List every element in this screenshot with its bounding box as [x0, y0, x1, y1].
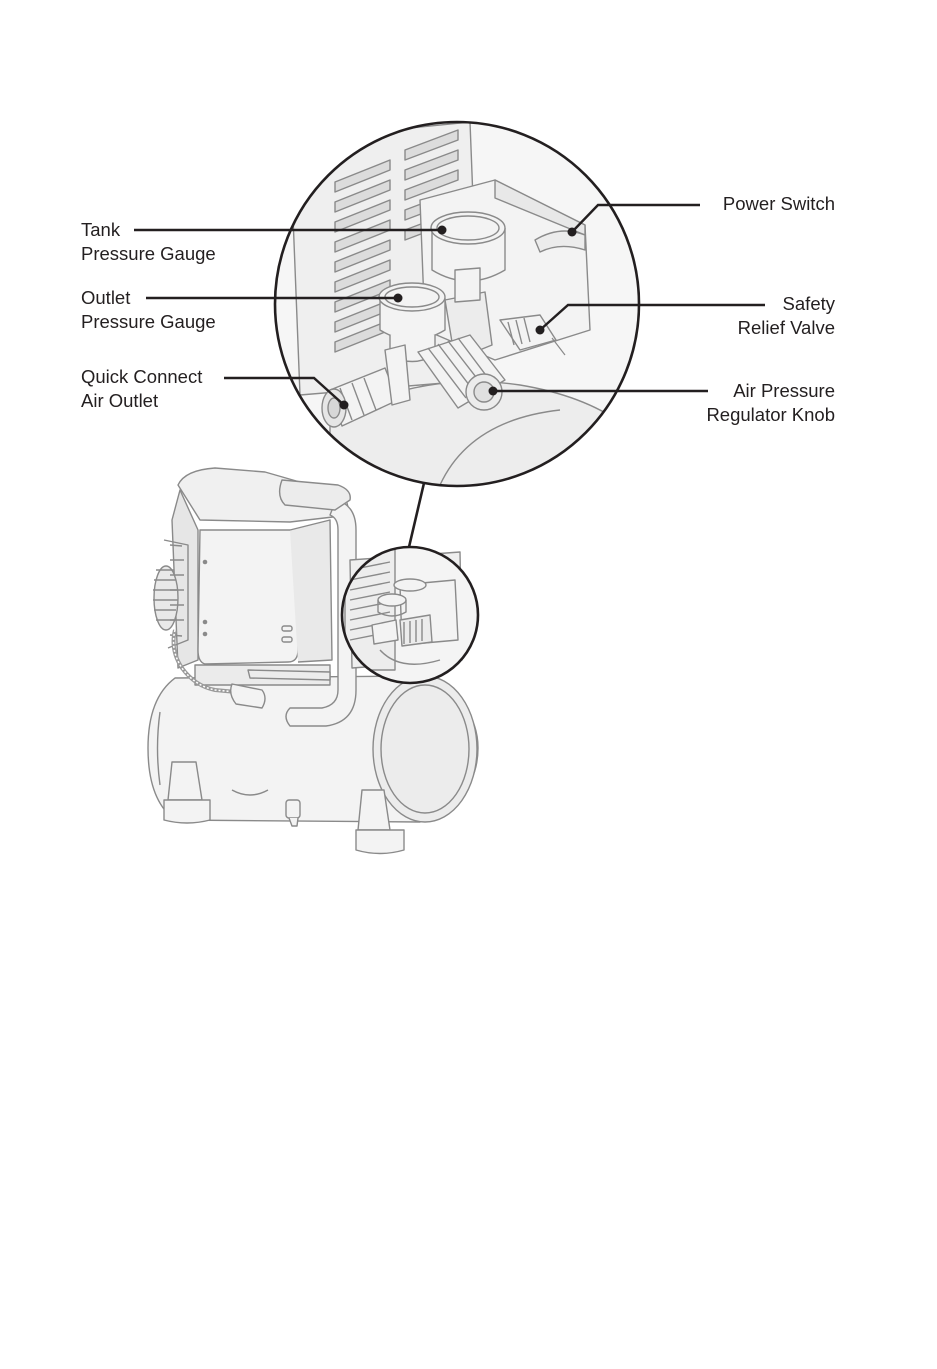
label-power-switch	[723, 192, 835, 216]
label-tank-line2: Pressure Gauge	[81, 243, 216, 264]
label-outlet-line2: Pressure Gauge	[81, 311, 216, 332]
drain-valve	[286, 800, 300, 826]
label-quick-connect	[81, 365, 202, 413]
label-safety-relief-valve	[738, 292, 835, 340]
label-safety-line1: Safety	[782, 293, 835, 314]
label-safety-line2: Relief Valve	[737, 317, 835, 338]
label-regulator-line1: Air Pressure	[733, 380, 835, 401]
label-tank-line1: Tank	[81, 219, 121, 240]
label-regulator-line2: Regulator Knob	[706, 404, 835, 425]
label-outlet-pressure-gauge	[81, 286, 216, 334]
label-power-line1: Power Switch	[722, 193, 835, 214]
zoom-connector	[409, 483, 424, 547]
label-quick-line2: Air Outlet	[81, 390, 159, 411]
compressor-illustration	[148, 468, 480, 854]
label-quick-line1: Quick Connect	[81, 366, 203, 387]
label-outlet-line1: Outlet	[81, 287, 131, 308]
label-regulator-knob	[706, 379, 835, 427]
large-zoom-detail	[270, 115, 650, 500]
label-tank-pressure-gauge	[81, 218, 216, 266]
